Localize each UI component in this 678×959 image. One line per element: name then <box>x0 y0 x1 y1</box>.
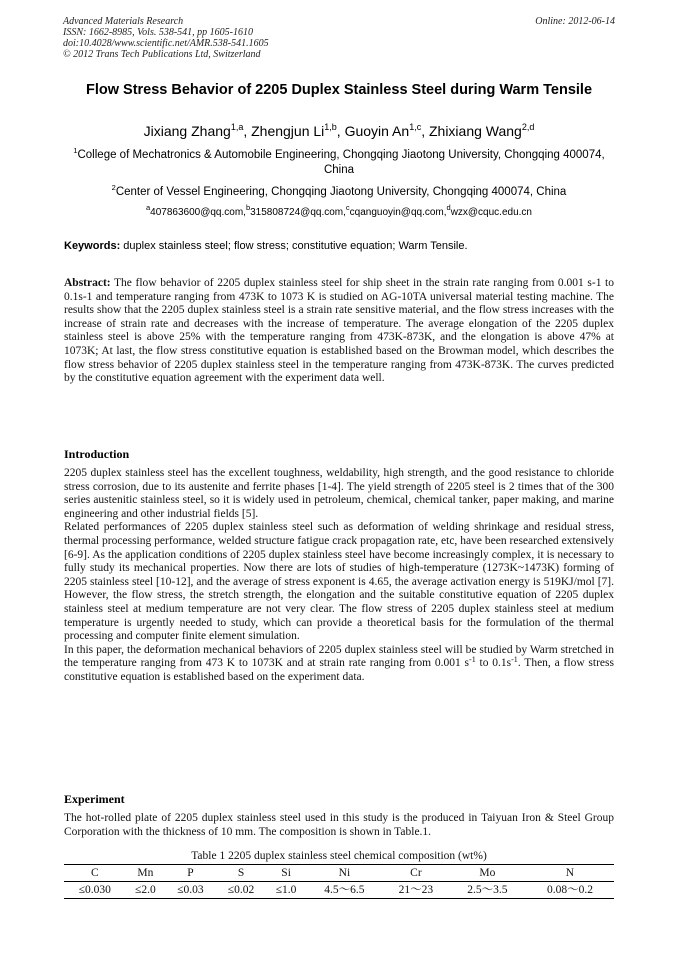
author-separator: , <box>336 123 345 139</box>
author-name: Guoyin An <box>344 123 410 139</box>
paragraph: The hot-rolled plate of 2205 duplex stainless steel used in this study is the produced in Taiyuan Iron & Steel Group Corporation with the thickness of 10 mm. The composition is shown in Table.1. <box>64 812 614 838</box>
paragraph-text: . Then, a flow stress constitutive equation is established based on the experiment data. <box>64 657 614 683</box>
table-cell: 21～23 <box>383 882 449 899</box>
table-cell: 0.08～0.2 <box>526 882 614 899</box>
affiliation-mark: 2 <box>111 183 116 192</box>
email-link[interactable]: 315808724@qq.com, <box>250 207 346 218</box>
author-affil-mark: 1,a <box>230 122 244 132</box>
keywords-label: Keywords: <box>64 240 121 252</box>
experiment-heading: Experiment <box>64 792 125 806</box>
paragraph: Related performances of 2205 duplex stainless steel such as deformation of welding shrinkage and residual stress, thermal processing performance, welded structure fatigue crack propagation rate, etc, have been researched extensively [6-9]. As the application conditions of 2205 duplex stainless steel have become increasingly complex, it is necessary to fully study its mechanical properties. Now there are lots of studies of high-temperature (1273K~1473K) forming of 2205 stainless steel [10-12], and the average of stress exponent is 4.65, the average activation energy is 519KJ/mol [7]. However, the flow stress, the stretch strength, the elongation and the suitable constitutive equation of 2205 duplex stainless steel at medium temperature are not very clear. The flow stress of 2205 duplex stainless steel at medium temperature is urgently needed to study, which can provide a theoretical basis for the formulation of the thermal processing and computer finite element simulation. <box>64 521 614 643</box>
superscript: -1 <box>469 655 476 665</box>
table-header-cell: C <box>64 865 126 882</box>
author-name: Zhengjun Li <box>251 123 325 139</box>
paragraph <box>64 644 614 685</box>
author-emails <box>40 203 638 220</box>
abstract <box>64 277 614 386</box>
author-name: Jixiang Zhang <box>143 123 231 139</box>
paragraph: 2205 duplex stainless steel has the excellent toughness, weldability, high strength, and the good resistance to chloride stress corrosion, due to its austenite and ferrite phases [1-4]. The yield strength of 2205 steel is 2 times that of the 300 series austenitic stainless steel, so it is widely used in petroleum, chemical, chemical tanker, paper making, and marine engineering and other industrial fields [5]. <box>64 467 614 520</box>
abstract-text: The flow behavior of 2205 duplex stainless steel for ship sheet in the strain rate ranging from 0.001 s-1 to 0.1s-1 and temperature ranging from 473K to 1073 K is studied on AG-10TA universal material testing machine. The results show that the 2205 duplex stainless steel is a strain rate sensitive material, and the flow stress increases with the increase of strain rate and decreases with the increase of temperature. The average elongation of the 2205 duplex stainless steel is above 25% with the temperature ranging from 473K-873K, and the elongation is above 47% at 1073K; At last, the flow stress constitutive equation is established based on the Browman model, which describes the flow stress behavior of 2205 duplex stainless steel in the temperature ranging from 473K-873K. The curves predicted by the constitutive equation agreement with the experiment data well. <box>64 277 614 385</box>
table-header-cell: Ni <box>306 865 383 882</box>
journal-name: Advanced Materials Research <box>63 16 184 27</box>
table-header-cell: S <box>216 865 267 882</box>
affiliation-1 <box>66 148 612 178</box>
affiliation-mark: 1 <box>73 146 78 155</box>
affiliation-text: Center of Vessel Engineering, Chongqing Jiaotong University, Chongqing 400074, China <box>115 186 567 198</box>
table-cell: 4.5～6.5 <box>306 882 383 899</box>
table-header-row <box>64 865 614 882</box>
affiliation-2 <box>40 185 638 200</box>
email-link[interactable]: 407863600@qq.com, <box>150 207 246 218</box>
table-cell: ≤2.0 <box>126 882 166 899</box>
author-list <box>40 122 638 140</box>
table-header-cell: Cr <box>383 865 449 882</box>
paragraph-text: to 0.1s <box>475 657 512 670</box>
paragraph-text: In this paper, the deformation mechanical behaviors of 2205 duplex stainless steel will be studied by Warm stretched in the temperature ranging from 473 K to 1073K and at strain rate ranging from 0.001 s <box>64 643 614 670</box>
table-cell: ≤0.02 <box>216 882 267 899</box>
email-mark: a <box>145 203 151 212</box>
table-header-cell: Mn <box>126 865 166 882</box>
table-header-cell: Mo <box>449 865 526 882</box>
email-link[interactable]: wzx@cquc.edu.cn <box>450 207 532 218</box>
introduction-heading: Introduction <box>64 447 130 461</box>
introduction-body <box>64 467 614 685</box>
table-caption: Table 1 2205 duplex stainless steel chemical composition (wt%) <box>191 850 487 862</box>
author-affil-mark: 1,b <box>324 122 337 132</box>
table-header-cell: N <box>526 865 614 882</box>
table-cell: ≤1.0 <box>266 882 306 899</box>
doi-line: doi:10.4028/www.scientific.net/AMR.538-541.1605 <box>63 38 269 49</box>
email-mark: b <box>245 203 251 212</box>
table-header-cell: Si <box>266 865 306 882</box>
author-name: Zhixiang Wang <box>428 123 522 139</box>
table-row <box>64 882 614 899</box>
author-affil-mark: 1,c <box>409 122 422 132</box>
affiliation-text: College of Mechatronics & Automobile Engineering, Chongqing Jiaotong University, Chongqing 400074, China <box>77 149 605 176</box>
email-mark: c <box>345 203 350 212</box>
superscript: -1 <box>511 655 518 665</box>
table-header-cell: P <box>165 865 216 882</box>
author-separator: , <box>243 123 252 139</box>
table-cell: ≤0.03 <box>165 882 216 899</box>
keywords <box>64 239 614 253</box>
paper-title: Flow Stress Behavior of 2205 Duplex Stainless Steel during Warm Tensile <box>85 82 593 98</box>
online-date: Online: 2012-06-14 <box>535 16 615 27</box>
table-cell: ≤0.030 <box>64 882 126 899</box>
author-separator: , <box>421 123 429 139</box>
issn-line: ISSN: 1662-8985, Vols. 538-541, pp 1605-1610 <box>63 27 253 38</box>
table-cell: 2.5～3.5 <box>449 882 526 899</box>
experiment-body <box>64 812 614 839</box>
composition-table <box>64 864 614 899</box>
author-affil-mark: 2,d <box>521 122 535 132</box>
email-mark: d <box>446 203 451 212</box>
email-link[interactable]: cqanguoyin@qq.com, <box>349 207 447 218</box>
journal-header <box>63 16 269 60</box>
copyright-line: © 2012 Trans Tech Publications Ltd, Switzerland <box>63 49 261 60</box>
keywords-text: duplex stainless steel; flow stress; constitutive equation; Warm Tensile. <box>120 240 468 252</box>
abstract-label: Abstract: <box>64 277 111 289</box>
